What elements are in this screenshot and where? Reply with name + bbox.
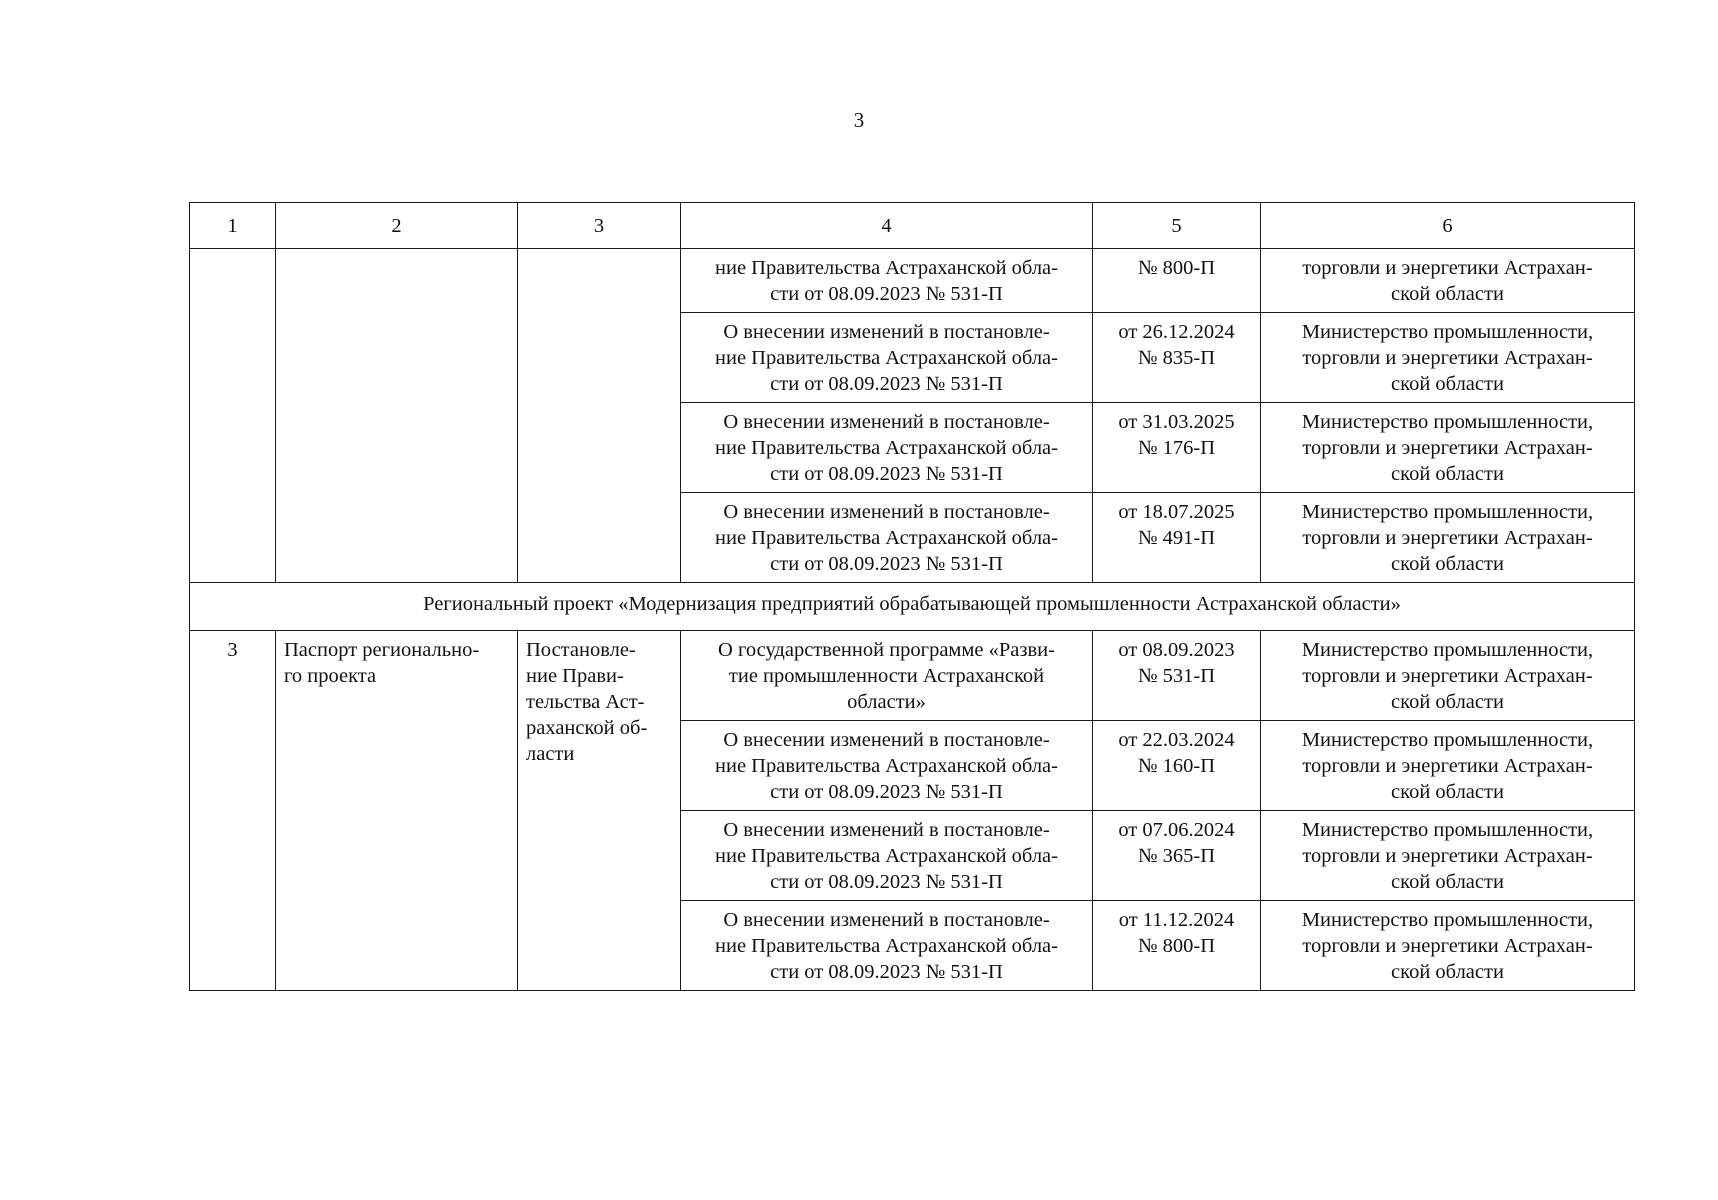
column-number-cell: 6 (1261, 203, 1635, 249)
agency-cell (1261, 721, 1635, 811)
doc-title-cell (681, 249, 1093, 313)
doc-title-cell (681, 721, 1093, 811)
doc-title-line: области» (847, 691, 926, 713)
doc-title-line: ние Правительства Астраханской обла- (715, 257, 1058, 279)
doc-number: № 835-П (1137, 347, 1216, 369)
agency-line: торговли и энергетики Астрахан- (1302, 257, 1593, 279)
doc-type-line: ласти (526, 743, 575, 765)
agency-cell (1261, 493, 1635, 583)
doc-title-line: ние Правительства Астраханской обла- (715, 845, 1058, 867)
agency-line: Министерство промышленности, (1301, 819, 1594, 841)
table-row (190, 249, 1635, 313)
doc-number: № 531-П (1137, 665, 1216, 687)
entry-name-cell (276, 631, 518, 991)
doc-number: № 176-П (1137, 437, 1216, 459)
agency-line: ской области (1391, 871, 1504, 893)
agency-line: торговли и энергетики Астрахан- (1302, 935, 1593, 957)
agency-line: ской области (1391, 553, 1504, 575)
doc-type-line: ние Прави- (526, 665, 624, 687)
doc-title-cell (681, 313, 1093, 403)
column-number-cell: 5 (1093, 203, 1261, 249)
entry-name-line: го проекта (284, 665, 377, 687)
doc-title-line: сти от 08.09.2023 № 531-П (770, 871, 1003, 893)
doc-title-line: ние Правительства Астраханской обла- (715, 755, 1058, 777)
agency-line: Министерство промышленности, (1301, 501, 1594, 523)
date-number-cell (1093, 901, 1261, 991)
agency-line: Министерство промышленности, (1301, 729, 1594, 751)
doc-title-line: сти от 08.09.2023 № 531-П (770, 553, 1003, 575)
doc-title-line: сти от 08.09.2023 № 531-П (770, 373, 1003, 395)
doc-title-line: О внесении изменений в постановле- (723, 321, 1050, 343)
agency-cell (1261, 403, 1635, 493)
doc-type-line: тельства Аст- (526, 691, 645, 713)
doc-title-line: О внесении изменений в постановле- (723, 909, 1050, 931)
agency-line: ской области (1391, 283, 1504, 305)
doc-date: от 18.07.2025 (1118, 501, 1235, 523)
agency-cell (1261, 313, 1635, 403)
doc-title-cell (681, 811, 1093, 901)
doc-title-line: О государственной программе «Разви- (718, 639, 1055, 661)
column-number-cell: 4 (681, 203, 1093, 249)
date-number-cell (1093, 313, 1261, 403)
date-number-cell (1093, 403, 1261, 493)
agency-line: Министерство промышленности, (1301, 639, 1594, 661)
doc-title-line: тие промышленности Астраханской (728, 665, 1045, 687)
agency-line: торговли и энергетики Астрахан- (1302, 347, 1593, 369)
doc-title-line: сти от 08.09.2023 № 531-П (770, 961, 1003, 983)
doc-title-cell (681, 493, 1093, 583)
agency-line: торговли и энергетики Астрахан- (1302, 755, 1593, 777)
page-number: 3 (853, 108, 865, 132)
entry-number-cell: 3 (190, 631, 276, 991)
continued-name-cell (276, 249, 518, 583)
regulations-table (189, 202, 1635, 991)
doc-title-cell (681, 631, 1093, 721)
agency-cell (1261, 811, 1635, 901)
date-number-cell (1093, 721, 1261, 811)
doc-title-line: сти от 08.09.2023 № 531-П (770, 283, 1003, 305)
agency-line: Министерство промышленности, (1301, 411, 1594, 433)
agency-line: ской области (1391, 781, 1504, 803)
date-number-cell (1093, 631, 1261, 721)
agency-line: торговли и энергетики Астрахан- (1302, 845, 1593, 867)
doc-type-line: раханской об- (526, 717, 648, 739)
doc-type-line: Постановле- (526, 639, 636, 661)
doc-title-cell (681, 901, 1093, 991)
agency-cell (1261, 901, 1635, 991)
agency-cell (1261, 249, 1635, 313)
section-title: Региональный проект «Модернизация предприятий обрабатывающей промышленности Астраханской области» (190, 583, 1635, 631)
doc-date: от 22.03.2024 (1118, 729, 1235, 751)
date-number-cell (1093, 811, 1261, 901)
doc-title-line: ние Правительства Астраханской обла- (715, 347, 1058, 369)
agency-line: ской области (1391, 961, 1504, 983)
date-number-cell (1093, 249, 1261, 313)
doc-date: от 07.06.2024 (1118, 819, 1235, 841)
agency-line: ской области (1391, 691, 1504, 713)
doc-number: № 491-П (1137, 527, 1216, 549)
doc-number: № 800-П (1137, 935, 1216, 957)
doc-title-line: ние Правительства Астраханской обла- (715, 437, 1058, 459)
doc-title-line: сти от 08.09.2023 № 531-П (770, 463, 1003, 485)
date-number-cell (1093, 493, 1261, 583)
agency-line: ской области (1391, 463, 1504, 485)
column-number-cell: 1 (190, 203, 276, 249)
entry-doc-type-cell (518, 631, 681, 991)
doc-title-line: ние Правительства Астраханской обла- (715, 527, 1058, 549)
entry-name-line: Паспорт регионально- (284, 639, 480, 661)
doc-title-cell (681, 403, 1093, 493)
column-number-cell: 2 (276, 203, 518, 249)
continued-doc-type-cell (518, 249, 681, 583)
agency-line: торговли и энергетики Астрахан- (1302, 437, 1593, 459)
doc-number: № 800-П (1137, 257, 1216, 279)
section-heading-row (190, 583, 1635, 631)
doc-date: от 08.09.2023 (1118, 639, 1235, 661)
doc-title-line: ние Правительства Астраханской обла- (715, 935, 1058, 957)
doc-title-line: О внесении изменений в постановле- (723, 411, 1050, 433)
doc-number: № 365-П (1137, 845, 1216, 867)
table-row (190, 631, 1635, 721)
agency-line: ской области (1391, 373, 1504, 395)
agency-line: торговли и энергетики Астрахан- (1302, 665, 1593, 687)
agency-line: торговли и энергетики Астрахан- (1302, 527, 1593, 549)
doc-title-line: О внесении изменений в постановле- (723, 729, 1050, 751)
continued-number-cell (190, 249, 276, 583)
doc-title-line: О внесении изменений в постановле- (723, 501, 1050, 523)
doc-date: от 26.12.2024 (1118, 321, 1235, 343)
doc-number: № 160-П (1137, 755, 1216, 777)
column-number-row (190, 203, 1635, 249)
doc-title-line: сти от 08.09.2023 № 531-П (770, 781, 1003, 803)
agency-line: Министерство промышленности, (1301, 321, 1594, 343)
agency-cell (1261, 631, 1635, 721)
doc-date: от 31.03.2025 (1118, 411, 1235, 433)
doc-title-line: О внесении изменений в постановле- (723, 819, 1050, 841)
doc-date: от 11.12.2024 (1118, 909, 1235, 931)
agency-line: Министерство промышленности, (1301, 909, 1594, 931)
column-number-cell: 3 (518, 203, 681, 249)
